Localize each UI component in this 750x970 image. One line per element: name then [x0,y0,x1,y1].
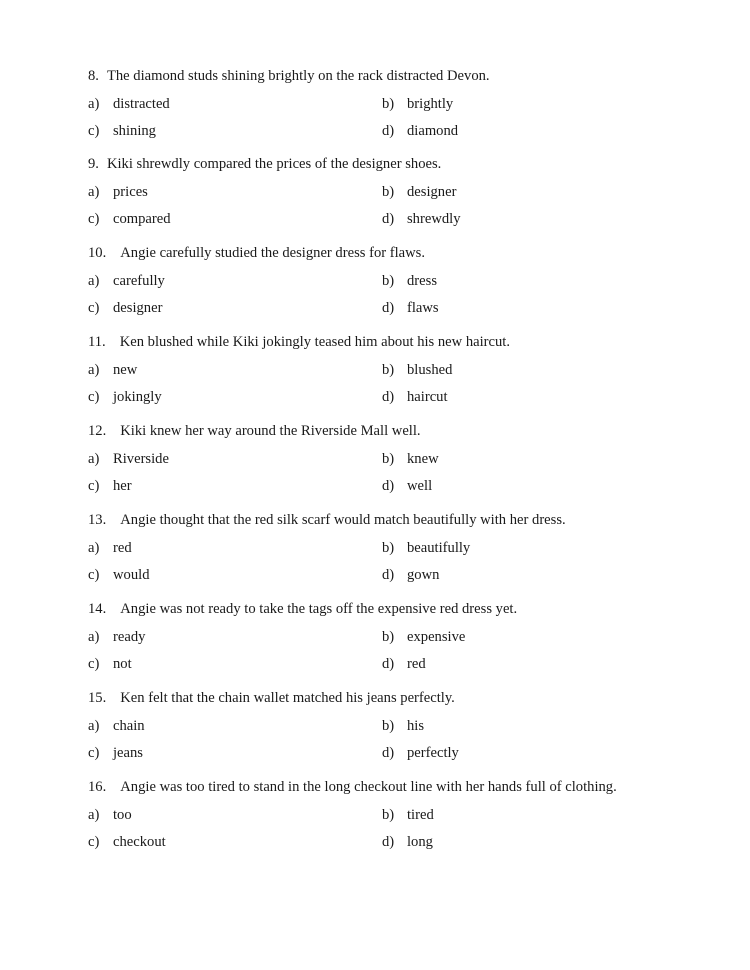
option-text: flaws [407,300,439,316]
question-number: 13. [88,512,107,528]
option-letter: d) [382,834,395,850]
option-a[interactable] [88,806,132,824]
question-sentence: Angie thought that the red silk scarf would match beautifully with her dress. [120,512,566,528]
option-b[interactable] [382,806,434,824]
option-letter: c) [88,834,100,850]
option-d[interactable] [382,655,426,673]
option-text: prices [113,184,148,200]
option-d[interactable] [382,477,432,495]
option-text: his [407,718,425,734]
option-letter: a) [88,96,100,112]
option-letter: d) [382,123,395,139]
option-letter: c) [88,211,100,227]
option-letter: a) [88,629,100,645]
option-text: not [113,656,132,672]
option-letter: b) [382,629,395,645]
question-prompt [88,67,490,85]
option-letter: d) [382,211,395,227]
option-d[interactable] [382,299,439,317]
question-sentence: Angie carefully studied the designer dress for flaws. [120,245,426,261]
option-c[interactable] [88,477,132,495]
option-c[interactable] [88,655,132,673]
option-letter: a) [88,807,100,823]
option-text: shrewdly [407,211,461,227]
option-letter: c) [88,656,100,672]
option-text: perfectly [407,745,459,761]
question-number: 9. [88,156,99,172]
option-text: expensive [407,629,466,645]
option-a[interactable] [88,95,170,113]
option-letter: d) [382,300,395,316]
option-text: red [407,656,426,672]
option-text: haircut [407,389,448,405]
option-letter: d) [382,389,395,405]
option-letter: c) [88,300,100,316]
option-b[interactable] [382,183,456,201]
option-letter: c) [88,123,100,139]
option-text: too [113,807,132,823]
option-d[interactable] [382,566,439,584]
question-sentence: Kiki shrewdly compared the prices of the designer shoes. [106,156,442,172]
question-number: 8. [88,68,99,84]
option-text: designer [407,184,457,200]
option-text: red [113,540,132,556]
question-prompt [88,689,455,707]
option-a[interactable] [88,272,165,290]
option-text: beautifully [407,540,471,556]
question-number: 10. [88,245,107,261]
option-text: her [113,478,132,494]
option-letter: c) [88,567,100,583]
option-d[interactable] [382,388,448,406]
option-text: shining [113,123,156,139]
option-a[interactable] [88,183,148,201]
option-text: brightly [407,96,454,112]
question-number: 15. [88,690,107,706]
option-text: gown [407,567,440,583]
option-text: long [407,834,433,850]
option-letter: a) [88,451,100,467]
option-c[interactable] [88,210,171,228]
option-text: well [407,478,433,494]
question-prompt [88,155,441,173]
option-c[interactable] [88,388,162,406]
question-sentence: Ken felt that the chain wallet matched his jeans perfectly. [120,690,455,706]
option-letter: a) [88,184,100,200]
option-a[interactable] [88,628,145,646]
question-sentence: The diamond studs shining brightly on the rack distracted Devon. [106,68,490,84]
option-letter: b) [382,184,395,200]
option-d[interactable] [382,122,458,140]
option-text: checkout [113,834,166,850]
option-letter: a) [88,362,100,378]
option-d[interactable] [382,744,459,762]
option-text: diamond [407,123,459,139]
question-prompt [88,422,421,440]
option-a[interactable] [88,539,132,557]
option-text: distracted [113,96,170,112]
question-prompt [88,244,425,262]
option-text: compared [113,211,171,227]
question-number: 11. [88,334,106,350]
option-text: jeans [113,745,143,761]
option-letter: d) [382,745,395,761]
option-c[interactable] [88,566,149,584]
question-prompt [88,600,517,618]
question-number: 12. [88,423,107,439]
option-letter: a) [88,718,100,734]
option-letter: c) [88,745,100,761]
option-a[interactable] [88,450,169,468]
option-c[interactable] [88,299,162,317]
option-d[interactable] [382,833,433,851]
option-text: carefully [113,273,165,289]
option-text: knew [407,451,439,467]
option-letter: b) [382,451,395,467]
option-text: ready [113,629,146,645]
option-text: tired [407,807,434,823]
question-prompt [88,778,617,796]
option-text: dress [407,273,437,289]
option-letter: d) [382,656,395,672]
option-d[interactable] [382,210,461,228]
option-letter: a) [88,273,100,289]
question-prompt [88,511,566,529]
question-sentence: Angie was too tired to stand in the long checkout line with her hands full of clothing. [120,779,617,795]
option-text: blushed [407,362,453,378]
question-sentence: Ken blushed while Kiki jokingly teased him about his new haircut. [119,334,511,350]
option-b[interactable] [382,539,470,557]
option-text: new [113,362,138,378]
option-text: designer [113,300,163,316]
option-c[interactable] [88,833,166,851]
option-b[interactable] [382,361,452,379]
question-sentence: Kiki knew her way around the Riverside Mall well. [120,423,421,439]
option-text: would [113,567,150,583]
option-text: chain [113,718,145,734]
option-letter: b) [382,362,395,378]
option-b[interactable] [382,717,424,735]
option-a[interactable] [88,361,137,379]
option-letter: b) [382,807,395,823]
option-letter: c) [88,478,100,494]
option-b[interactable] [382,628,465,646]
option-b[interactable] [382,450,439,468]
option-letter: d) [382,478,395,494]
option-letter: a) [88,540,100,556]
question-number: 16. [88,779,107,795]
option-letter: b) [382,718,395,734]
option-text: Riverside [113,451,169,467]
question-prompt [88,333,510,351]
option-a[interactable] [88,717,145,735]
option-c[interactable] [88,744,143,762]
option-letter: b) [382,96,395,112]
question-sentence: Angie was not ready to take the tags off the expensive red dress yet. [120,601,518,617]
option-b[interactable] [382,95,453,113]
option-c[interactable] [88,122,156,140]
question-number: 14. [88,601,107,617]
option-text: jokingly [113,389,162,405]
option-b[interactable] [382,272,437,290]
option-letter: b) [382,273,395,289]
option-letter: d) [382,567,395,583]
option-letter: b) [382,540,395,556]
option-letter: c) [88,389,100,405]
